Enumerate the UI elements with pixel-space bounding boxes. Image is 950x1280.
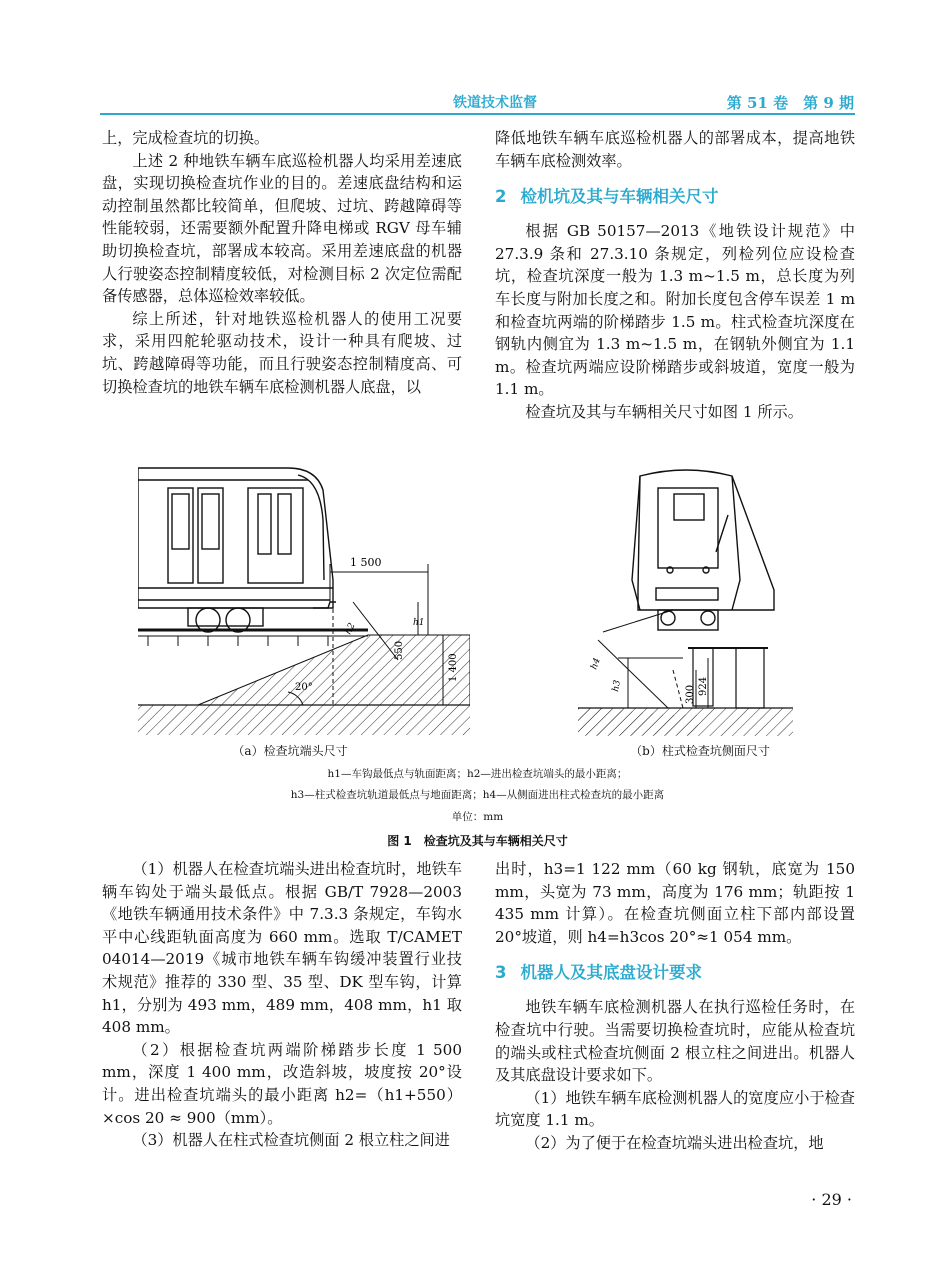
paragraph: 上述 2 种地铁车辆车底巡检机器人均采用差速底盘，实现切换检查坑作业的目的。差速底盘结构和运动控制虽然都比较简单，但爬坡、过坑、跨越障碍等性能较弱，还需要额外配置升降电梯或 RGV 母车辅助切换检查坑，部署成本较高。采用差速底盘的机器人行驶姿态控制精度较低，对检测目标 2 次定位需配备传感器，总体巡检效率较低。 — [102, 151, 462, 306]
section-number: 2 — [495, 187, 507, 207]
paragraph: 降低地铁车辆车底巡检机器人的部署成本，提高地铁车辆车底检测效率。 — [495, 129, 855, 170]
journal-title: 铁道技术监督 — [453, 95, 537, 111]
paragraph: 综上所述，针对地铁巡检机器人的使用工况要求，采用四舵轮驱动技术，设计一种具有爬坡、过坑、跨越障碍等功能，而且行驶姿态控制精度高、可切换检查坑的地铁车辆车底检测机器人底盘，以 — [102, 309, 462, 396]
header-rule — [100, 113, 855, 115]
figure-note-1: h1—车钩最低点与轨面距离；h2—进出检查坑端头的最小距离； — [327, 768, 628, 780]
paragraph: （3）机器人在柱式检查坑侧面 2 根立柱之间进 — [132, 1131, 450, 1150]
section-3-heading — [495, 962, 855, 984]
label-h2: h2 — [343, 621, 358, 637]
figure-unit: 单位：mm — [451, 811, 504, 823]
paragraph: （2）为了便于在检查坑端头进出检查坑，地 — [525, 1133, 824, 1152]
figure-title: 图 1 检查坑及其与车辆相关尺寸 — [387, 834, 568, 848]
paragraph: 检查坑及其与车辆相关尺寸如图 1 所示。 — [525, 402, 803, 421]
dim-924: 924 — [698, 676, 709, 696]
dim-300: 300 — [685, 684, 696, 704]
caption-a: （a）检查坑端头尺寸 — [232, 744, 348, 758]
section-number: 3 — [495, 963, 507, 983]
section-title: 检机坑及其与车辆相关尺寸 — [520, 187, 719, 207]
train-front-view — [632, 470, 774, 630]
lower-left-column — [102, 858, 462, 1152]
paragraph: 根据 GB 50157—2013《地铁设计规范》中 27.3.9 条和 27.3.10 条规定，列检列位应设检查坑，检查坑深度一般为 1.3 m~1.5 m，总长度为列车长度与附加长度之和。附加长度包含停车误差 1 m 和检查坑两端的阶梯踏步 1.5 m。柱式检查坑深度在钢轨内侧宜为 1.3 m~1.5 m，在钢轨外侧宜为 1.1 m。检查坑两端应设阶梯踏步或斜坡道，宽度一般为 1.1 m。 — [495, 222, 855, 399]
paragraph: （1）地铁车辆车底检测机器人的宽度应小于检查坑宽度 1.1 m。 — [495, 1088, 855, 1130]
angle-20: 20° — [295, 682, 313, 693]
figure-note-2: h3—柱式检查坑轨道最低点与地面距离；h4—从侧面进出柱式检查坑的最小距离 — [290, 789, 665, 801]
dim-550: 550 — [394, 640, 405, 660]
section-2-heading — [495, 186, 855, 208]
paragraph: （1）机器人在检查坑端头进出检查坑时，地铁车辆车钩处于端头最低点。根据 GB/T 7928—2003《地铁车辆通用技术条件》中 7.3.3 条规定，车钩水平中心线距轨面高度为 660 mm。选取 T/CAMET 04014—2019《城市地铁车辆车钩缓冲装置行业技术规范》推荐的 330 型、35 型、DK 型车钩，计算 h1，分别为 493 mm，489 mm，408 mm，h1 取 408 mm。 — [102, 860, 462, 1037]
dim-1400: 1 400 — [448, 653, 459, 682]
page-number: · 29 · — [811, 1190, 852, 1209]
paragraph: 上，完成检查坑的切换。 — [102, 129, 270, 147]
paragraph: （2）根据检查坑两端阶梯踏步长度 1 500 mm，深度 1 400 mm，改造斜坡，坡度按 20°设计。进出检查坑端头的最小距离 h2=（h1+550）×cos 20 ≈ 900（mm）。 — [102, 1040, 462, 1127]
section-title: 机器人及其底盘设计要求 — [520, 963, 702, 983]
figure-1a-pit-end — [138, 460, 470, 740]
issue-label: 第 51 卷 第 9 期 — [726, 94, 854, 112]
label-h4: h4 — [589, 656, 603, 672]
upper-left-column — [102, 127, 462, 398]
paragraph: 出时，h3=1 122 mm（60 kg 钢轨，底宽为 150 mm，头宽为 73 mm，高度为 176 mm；轨距按 1 435 mm 计算）。在检查坑侧面立柱下部内部设置 20°坡道，则 h4=h3cos 20°≈1 054 mm。 — [495, 860, 855, 946]
upper-right-column — [495, 127, 855, 424]
label-h1: h1 — [413, 618, 425, 628]
paragraph: 地铁车辆车底检测机器人在执行巡检任务时，在检查坑中行驶。当需要切换检查坑时，应能从检查坑的端头或柱式检查坑侧面 2 根立柱之间进出。机器人及其底盘设计要求如下。 — [495, 998, 855, 1085]
caption-b: （b）柱式检查坑侧面尺寸 — [630, 744, 770, 758]
label-h3: h3 — [611, 679, 623, 693]
figure-1b-pillar-pit — [578, 460, 793, 740]
lower-right-column — [495, 858, 855, 1155]
dim-1500: 1 500 — [350, 556, 382, 569]
train-side-view — [138, 468, 336, 632]
